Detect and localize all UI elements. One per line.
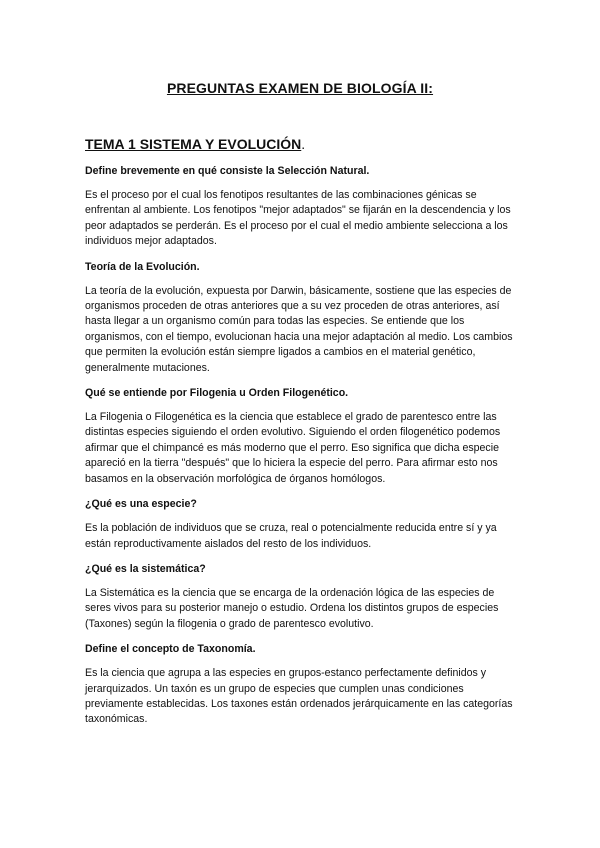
answer-taxonomy: Es la ciencia que agrupa a las especies en grupos-estanco perfectamente definidos y jerarquizados. Un taxón es un grupo de especies que cumplen unas condiciones previamente establecidas. Los taxones están ordenados jerárquicamente en las categorías taxonómicas. — [85, 667, 513, 726]
question-species: ¿Qué es una especie? — [85, 498, 197, 511]
question-natural-selection: Define brevemente en qué consiste la Selección Natural. — [85, 165, 370, 177]
question-phylogeny: Qué se entiende por Filogenia u Orden Filogenético. — [85, 387, 349, 400]
answer-phylogeny: La Filogenia o Filogenética es la ciencia que establece el grado de parentesco entre las distintas especies siguiendo el orden evolutivo. Siguiendo el orden filogenético podemos afirmar que el chimpancé es más moderno que el perro. Eso significa que dicha especie apareció en la tierra "después" que lo hiciera la especie del perro. Para afirmar esto nos basamos en la observación morfológica de órganos homólogos. — [85, 411, 501, 485]
topic-heading — [85, 136, 305, 152]
question-systematics: ¿Qué es la sistemática? — [85, 562, 206, 575]
document-title: PREGUNTAS EXAMEN DE BIOLOGÍA II: — [166, 80, 434, 96]
topic-title: TEMA 1 SISTEMA Y EVOLUCIÓN — [85, 136, 302, 152]
answer-species: Es la población de individuos que se cruza, real o potencialmente reducida entre sí y ya están reproductivamente aislados del resto de los individuos. — [85, 522, 497, 550]
question-taxonomy: Define el concepto de Taxonomía. — [85, 643, 256, 656]
question-evolution-theory: Teoría de la Evolución. — [85, 260, 200, 273]
answer-natural-selection: Es el proceso por el cual los fenotipos resultantes de las combinaciones génicas se enfrentan al ambiente. Los fenotipos "mejor adaptados" se fijarán en la descendencia y los peor adaptados se perderán. Es el proceso por el cual el medio ambiente selecciona a los individuos mejor adaptados. — [85, 189, 511, 248]
topic-suffix: . — [301, 136, 306, 152]
answer-systematics: La Sistemática es la ciencia que se encarga de la ordenación lógica de las especies de seres vivos para su posterior manejo o estudio. Ordena los distintos grupos de especies (Taxones) según la filogenia o grado de parentesco evolutivo. — [85, 586, 499, 630]
qa-list — [85, 164, 517, 738]
answer-evolution-theory: La teoría de la evolución, expuesta por Darwin, básicamente, sostiene que las especies de organismos proceden de otras anteriores que a su vez proceden de otras anteriores, así hasta llegar a un organismo común para todas las especies. Se entiende que los organismos, con el tiempo, evolucionan hacia una mejor adaptación al medio. Los cambios que permiten la evolución están siempre ligados a cambios en el material genético, generalmente mutaciones. — [85, 284, 513, 374]
